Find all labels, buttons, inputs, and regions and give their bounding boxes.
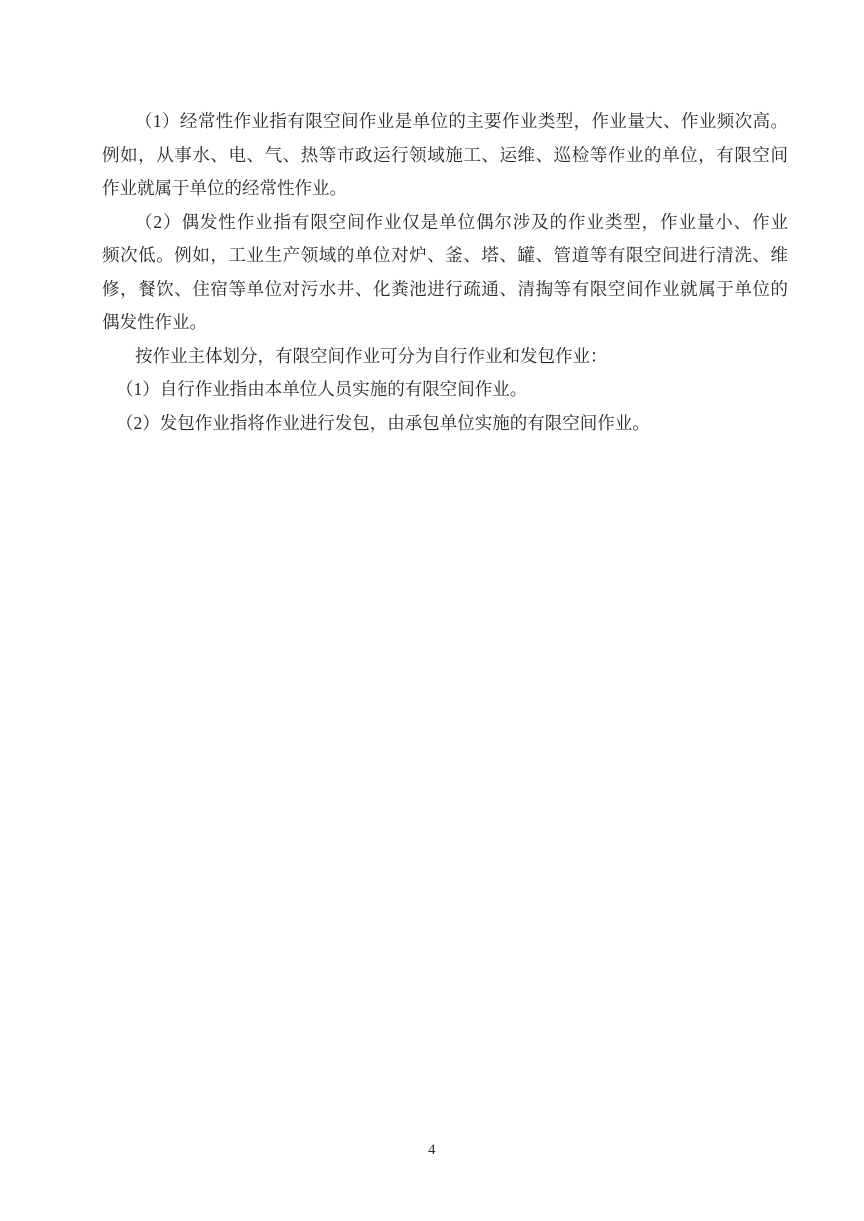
- page-footer: [0, 1141, 864, 1159]
- text-line: （1）自行作业指由本单位人员实施的有限空间作业。: [116, 379, 528, 399]
- text-line: 作业就属于单位的经常性作业。: [102, 178, 347, 198]
- paragraph-self-operation: [102, 373, 788, 407]
- paragraph-classification-by-subject: [102, 340, 788, 374]
- text-line: 按作业主体划分，有限空间作业可分为自行作业和发包作业：: [135, 345, 608, 366]
- text-line: 例如，从事水、电、气、热等市政运行领域施工、运维、巡检等作业的单位，有限空间: [102, 144, 788, 165]
- page-body: [102, 105, 788, 440]
- paragraph-occasional-operations: [102, 206, 788, 340]
- text-line: 修，餐饮、住宿等单位对污水井、化粪池进行疏通、清掏等有限空间作业就属于单位的: [102, 278, 788, 299]
- paragraph-frequent-operations: [102, 105, 788, 206]
- paragraph-contracted-operation: [102, 407, 788, 441]
- text-line: （2）发包作业指将作业进行发包，由承包单位实施的有限空间作业。: [116, 412, 650, 433]
- page-number: 4: [428, 1142, 436, 1158]
- text-line: 偶发性作业。: [102, 312, 207, 332]
- text-line: （2）偶发性作业指有限空间作业仅是单位偶尔涉及的作业类型，作业量小、作业: [135, 211, 788, 232]
- text-line: （1）经常性作业指有限空间作业是单位的主要作业类型，作业量大、作业频次高。: [135, 111, 788, 131]
- text-line: 频次低。例如，工业生产领域的单位对炉、釜、塔、罐、管道等有限空间进行清洗、维: [102, 245, 788, 265]
